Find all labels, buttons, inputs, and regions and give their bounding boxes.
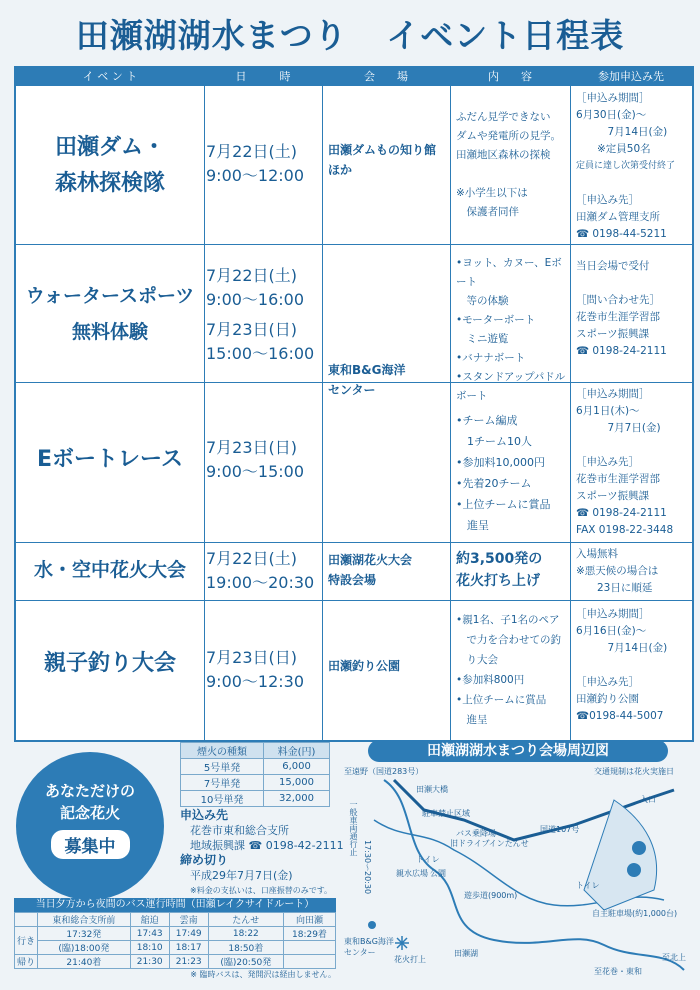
apply-line: 定員に達し次第受付終了 [576, 161, 676, 171]
event-datetime [206, 436, 324, 484]
content-line: 田瀬地区森林の探検 [456, 149, 551, 161]
map-label: 交通規制は花火実施日 [594, 767, 674, 776]
bus-note: ※ 臨時バスは、発開沢は経由しません。 [190, 970, 336, 979]
apply-line: ［申込み先］ [576, 456, 639, 468]
page-title [0, 10, 700, 62]
apply-line: ［申込み期間］ [576, 92, 650, 104]
bg-center-marker [368, 921, 376, 929]
table-row [16, 542, 692, 600]
deadline-heading: 締め切り [180, 853, 229, 867]
fireworks-icon [395, 936, 409, 950]
time: 15:00〜16:00 [206, 344, 315, 363]
table-row [181, 743, 330, 759]
parking-icon [627, 863, 641, 877]
venue-line: 特設会場 [328, 573, 377, 587]
recruiting-pill: 募集中 [51, 830, 130, 859]
map-label: 一般車両通行止 [349, 800, 358, 856]
table-cell: 21:30 [130, 955, 169, 969]
content-line: •先着20チーム [456, 477, 532, 490]
stop-header: 舘迫 [130, 913, 169, 927]
table-cell: 7号単発 [181, 775, 264, 791]
bus-table [14, 912, 336, 969]
map-label: トイレ [416, 855, 440, 864]
table-cell: 21:23 [169, 955, 208, 969]
apply-line [576, 275, 690, 292]
table-cell: 18:17 [169, 941, 208, 955]
header-content: 内 容 [488, 70, 532, 83]
content-line: •参加料10,000円 [456, 456, 545, 469]
content-line: で力を合わせての釣 [456, 634, 561, 646]
apply-line: ☎ 0198-24-2111 [576, 345, 667, 357]
table-row [16, 600, 692, 740]
content-line: ダムや発電所の見学。 [456, 130, 561, 142]
apply-line: ☎ 0198-44-5211 [576, 228, 667, 240]
header-apply: 参加申込み先 [598, 70, 664, 83]
content-line [456, 165, 572, 184]
direction-label: 帰り [15, 955, 38, 969]
content-line: •スタンドアップパドルボート [456, 371, 566, 402]
apply-line [576, 657, 690, 674]
apply-line: 6月16日(金)〜 [576, 625, 647, 637]
table-cell: 32,000 [264, 791, 330, 807]
apply-line: ※定員50名 [576, 143, 651, 155]
apply-line: 7月7日(金) [576, 422, 661, 434]
event-name [16, 442, 204, 478]
table-cell: 17:32発 [38, 927, 131, 941]
map-label: 遊歩道(900m) [464, 891, 518, 900]
table-cell: 21:40着 [38, 955, 131, 969]
event-schedule-table [14, 66, 694, 742]
header-datetime: 日 時 [235, 70, 291, 83]
content-line: •親1名、子1名のペア [456, 614, 560, 626]
event-venue [328, 656, 456, 676]
content-line: •チーム編成 [456, 414, 518, 427]
apply-line: 7月14日(金) [576, 642, 668, 654]
date: 7月22日(土) [206, 142, 298, 161]
date: 7月22日(土) [206, 549, 298, 568]
event-content [456, 410, 572, 536]
time: 9:00〜16:00 [206, 290, 305, 309]
content-line: ふだん見学できない [456, 111, 551, 123]
time: 9:00〜15:00 [206, 462, 305, 481]
table-cell: 18:10 [130, 941, 169, 955]
apply-line: ［問い合わせ先］ [576, 294, 660, 306]
application-heading: 申込み先 [180, 808, 229, 822]
event-content [456, 108, 572, 222]
map-label: 至遠野（国道283号） [344, 767, 424, 776]
event-apply [576, 606, 690, 725]
content-line: •バナナボート [456, 352, 526, 364]
date: 7月23日(日) [206, 438, 298, 457]
venue-line: 東和B&G海洋 [328, 363, 406, 377]
apply-line: ［申込み期間］ [576, 388, 650, 400]
application-line: 花巻市東和総合支所 [190, 824, 289, 837]
apply-line: スポーツ振興課 [576, 328, 650, 340]
event-apply [576, 90, 690, 243]
time: 19:00〜20:30 [206, 573, 315, 592]
content-line: •上位チームに賞品 [456, 498, 551, 511]
content-line: 保護者同伴 [456, 206, 519, 218]
event-line: 森林探検隊 [54, 171, 165, 196]
stop-header: 東和総合支所前 [38, 913, 131, 927]
table-row [16, 382, 692, 542]
table-row [16, 86, 692, 244]
table-cell [15, 913, 38, 927]
apply-line: ☎ 0198-24-2111 [576, 507, 667, 519]
event-line: ウォータースポーツ [25, 285, 195, 307]
venue-line: 田瀬湖花火大会 [328, 553, 413, 567]
event-apply [576, 386, 690, 539]
apply-line: 入場無料 [576, 548, 618, 560]
event-venue [328, 140, 456, 180]
table-cell [283, 941, 335, 955]
table-cell: (臨)18:00発 [38, 941, 131, 955]
bus-caption: 当日夕方から夜間のバス運行時間（田瀬レイクサイドルート） [14, 898, 336, 912]
table-row [15, 955, 336, 969]
map-label: 田瀬大橋 [416, 785, 448, 794]
table-cell: 5号単発 [181, 759, 264, 775]
stop-header: 雲南 [169, 913, 208, 927]
column-header: 煙火の種類 [181, 743, 264, 759]
apply-line: ［申込み先］ [576, 194, 639, 206]
table-cell: 18:22 [208, 927, 283, 941]
map-label: 親水広場 [396, 869, 428, 878]
application-info [180, 808, 344, 898]
table-row [15, 941, 336, 955]
badge-line: 記念花火 [59, 804, 120, 822]
table-cell: 18:50着 [208, 941, 283, 955]
map-label: 花火打上 [394, 955, 426, 964]
table-cell: 15,000 [264, 775, 330, 791]
commemorative-fireworks-badge [16, 752, 164, 900]
event-line: Eボートレース [37, 447, 183, 472]
event-datetime [206, 264, 324, 366]
table-cell: 10号単発 [181, 791, 264, 807]
stop-header: 向田瀬 [283, 913, 335, 927]
event-line: 田瀬ダム・ [54, 135, 165, 160]
map-label: 至北上 [662, 953, 686, 962]
header-event: イ ベ ン ト [82, 70, 138, 83]
content-line: 進呈 [456, 519, 489, 532]
venue-area-map [344, 740, 690, 984]
map-label: 自主駐車場(約1,000台) [592, 909, 678, 918]
map-label: 入口 [640, 795, 656, 804]
parking-icon [632, 841, 646, 855]
apply-line: 7月14日(金) [576, 126, 668, 138]
content-line: り大会 [456, 654, 498, 666]
venue-line: 田瀬釣り公園 [328, 659, 401, 673]
table-cell: (臨)20:50発 [208, 955, 283, 969]
apply-line: 6月30日(金)〜 [576, 109, 647, 121]
content-line: 花火打ち上げ [456, 573, 540, 589]
apply-line: 花巻市生涯学習部 [576, 473, 660, 485]
table-row [181, 791, 330, 807]
event-datetime [206, 646, 324, 694]
apply-line: 6月1日(木)〜 [576, 405, 640, 417]
apply-line: ［申込み先］ [576, 676, 639, 688]
map-label: 東和B&G海洋センター [344, 937, 394, 957]
table-cell: 17:49 [169, 927, 208, 941]
apply-line: ☎0198-44-5007 [576, 710, 664, 722]
content-line: •モーターボート [456, 314, 536, 326]
content-line: 1チーム10人 [456, 435, 532, 448]
event-apply [576, 258, 690, 360]
event-content [456, 548, 572, 592]
fireworks-price-table [180, 742, 330, 807]
event-line: 水・空中花火大会 [33, 559, 186, 581]
event-name [16, 552, 204, 588]
apply-line: スポーツ振興課 [576, 490, 650, 502]
table-header [16, 68, 692, 86]
apply-line [576, 175, 690, 192]
table-cell: 18:29着 [283, 927, 335, 941]
apply-line: ※悪天候の場合は [576, 565, 659, 577]
map-label: 17:30〜20:30 [363, 840, 372, 895]
apply-line: ［申込み期間］ [576, 608, 650, 620]
map-label: 田瀬湖 [454, 949, 478, 958]
apply-line: 23日に順延 [576, 582, 653, 594]
map-label: 駐車禁止区域 [422, 809, 470, 818]
date: 7月22日(土) [206, 266, 298, 285]
badge-line: あなただけの [44, 782, 135, 800]
content-line: 約3,500発の [456, 551, 543, 567]
deadline-value: 平成29年7月7日(金) [190, 869, 293, 882]
date: 7月23日(日) [206, 320, 298, 339]
map-label: バス乗降場 [456, 829, 496, 838]
map-label: 国道107号 [540, 825, 580, 834]
map-label: トイレ [576, 881, 600, 890]
map-label: 至花巻・東和 [594, 967, 642, 976]
event-line: 無料体験 [71, 321, 148, 343]
event-datetime [206, 140, 324, 188]
direction-label: 行き [15, 927, 38, 955]
table-cell: 6,000 [264, 759, 330, 775]
content-line: ※小学生以下は [456, 187, 528, 199]
table-cell [283, 955, 335, 969]
table-row [181, 775, 330, 791]
stop-header: たんせ [208, 913, 283, 927]
event-content [456, 610, 572, 730]
table-row [15, 927, 336, 941]
event-name [16, 130, 204, 202]
column-header: 料金(円) [264, 743, 330, 759]
date: 7月23日(日) [206, 648, 298, 667]
apply-line: 田瀬ダム管理支所 [576, 211, 660, 223]
table-cell: 17:43 [130, 927, 169, 941]
content-line: •ヨット、カヌー、Eボート [456, 257, 562, 288]
time: 9:00〜12:30 [206, 672, 305, 691]
event-datetime [206, 547, 324, 595]
event-apply [576, 546, 690, 597]
venue-line: ほか [328, 163, 353, 177]
time: 9:00〜12:00 [206, 166, 305, 185]
header-venue: 会 場 [364, 70, 408, 83]
payment-note: ※料金の支払いは、口座振替のみです。 [190, 886, 333, 895]
venue-line: 田瀬ダムもの知り館 [328, 143, 437, 157]
apply-line [576, 437, 690, 454]
event-venue [328, 550, 456, 590]
apply-line: 田瀬釣り公園 [576, 693, 639, 705]
table-row [181, 759, 330, 775]
event-line: 親子釣り大会 [43, 651, 176, 676]
content-line: ミニ遊覧 [456, 333, 509, 345]
map-label: 旧ドライブインたんせ [450, 839, 529, 848]
table-row [15, 913, 336, 927]
map-caption: 田瀬湖湖水まつり会場周辺図 [368, 740, 668, 762]
content-line: •参加料800円 [456, 674, 525, 686]
title-part2: イベント日程表 [386, 16, 625, 55]
content-line: •上位チームに賞品 [456, 694, 547, 706]
content-line: 等の体験 [456, 295, 509, 307]
content-line: 進呈 [456, 714, 488, 726]
event-name [16, 646, 204, 682]
map-label: 公園 [430, 869, 446, 878]
apply-line: FAX 0198-22-3448 [576, 524, 674, 536]
event-name [16, 278, 204, 350]
application-line: 地域振興課 ☎ 0198-42-2111 [190, 839, 344, 852]
apply-line: 花巻市生涯学習部 [576, 311, 660, 323]
title-part1: 田瀬湖湖水まつり [75, 16, 348, 55]
bus-timetable [14, 898, 336, 980]
venue-line: センター [328, 383, 376, 397]
apply-line: 当日会場で受付 [576, 260, 650, 272]
